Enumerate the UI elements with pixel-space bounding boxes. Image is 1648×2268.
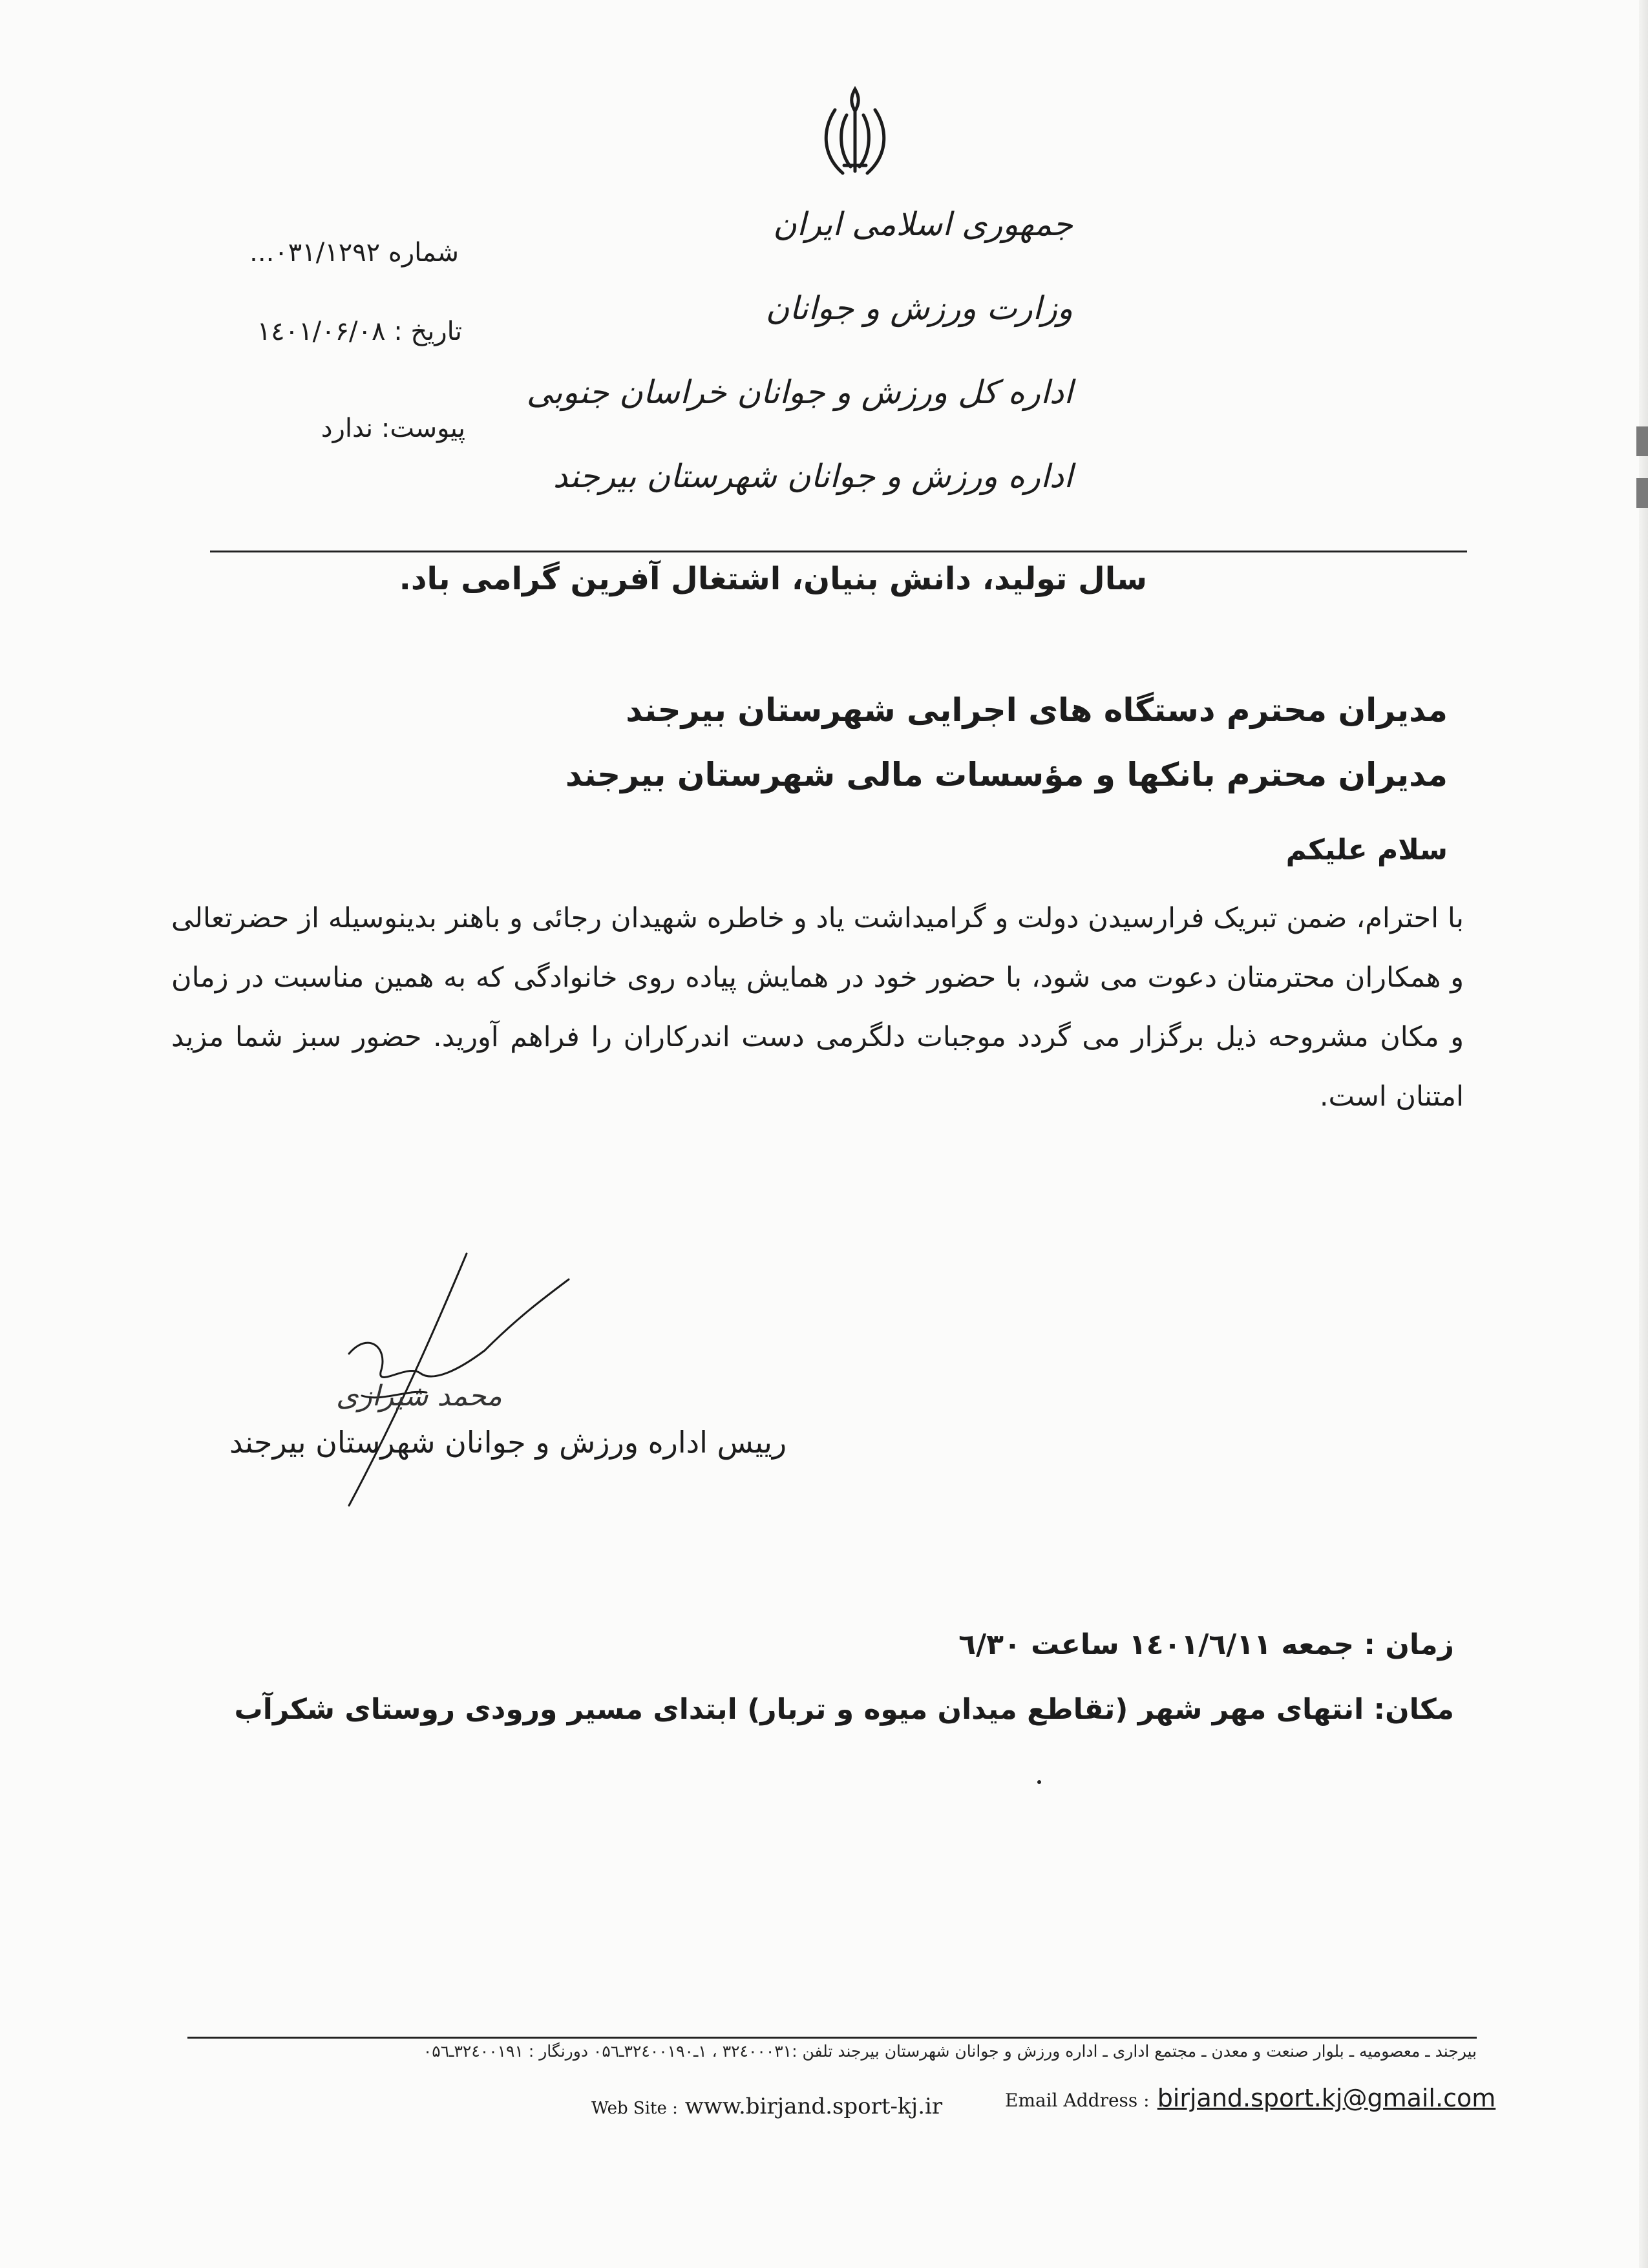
website-url: www.birjand.sport-kj.ir — [684, 2094, 943, 2119]
signatory-name: محمد شیرازی — [336, 1380, 502, 1412]
letter-number: شماره ۰۳۱/۱۲۹۲... — [249, 238, 459, 268]
iran-emblem-icon — [813, 84, 897, 181]
header-divider — [210, 551, 1467, 552]
email-label: Email Address : — [1005, 2090, 1150, 2111]
header-directorate: اداره کل ورزش و جوانان خراسان جنوبی — [526, 373, 1073, 411]
signatory-title: رییس اداره ورزش و جوانان شهرستان بیرجند — [229, 1425, 787, 1460]
email-address: birjand.sport.kj@gmail.com — [1157, 2084, 1496, 2112]
header-country: جمهوری اسلامی ایران — [773, 205, 1073, 243]
footer-address: بیرجند ـ معصومیه ـ بلوار صنعت و معدن ـ مجتمع اداری ـ اداره ورزش و جوانان شهرستان بیرجند تلفن :۳۲٤۰۰۰۳۱ ، ۱ـ۳۲٤۰۰۱۹۰ـ۰۵٦ دورنگار : ۳۲٤۰۰۱۹۱ـ۰۵٦ — [423, 2042, 1477, 2061]
greeting: سلام علیکم — [1285, 834, 1448, 866]
event-place: مکان: انتهای مهر شهر (تقاطع میدان میوه و تربار) ابتدای مسیر ورودی روستای شکرآب — [234, 1693, 1454, 1726]
handwritten-signature — [323, 1241, 595, 1512]
website-label: Web Site : — [591, 2099, 678, 2118]
letter-attachment: پیوست: ندارد — [321, 414, 465, 443]
year-motto: سال تولید، دانش بنیان، اشتغال آفرین گرامی باد. — [399, 561, 1147, 597]
header-ministry: وزارت ورزش و جوانان — [765, 289, 1073, 327]
stray-dot — [1037, 1780, 1041, 1784]
scan-edge — [1639, 0, 1648, 2268]
letter-date: تاریخ : ۱٤۰۱/۰۶/۰۸ — [257, 317, 462, 346]
footer-email — [1005, 2084, 1495, 2112]
letter-body: با احترام، ضمن تبریک فرارسیدن دولت و گرامیداشت یاد و خاطره شهیدان رجائی و باهنر بدینوسیله از حضرتعالی و همکاران محترمتان دعوت می شود، با حضور خود در همایش پیاده روی خانوادگی که به همین مناسبت در زمان و مکان مشروحه ذیل برگزار می گردد موجبات دلگرمی دست اندرکاران را فراهم آورید. حضور سبز شما مزید امتنان است. — [171, 902, 1464, 1113]
addressee-line: مدیران محترم بانکها و مؤسسات مالی شهرستان بیرجند — [565, 756, 1448, 793]
scan-mark — [1636, 426, 1648, 456]
scan-mark — [1636, 478, 1648, 508]
header-office: اداره ورزش و جوانان شهرستان بیرجند — [553, 457, 1073, 495]
addressee-line: مدیران محترم دستگاه های اجرایی شهرستان بیرجند — [626, 691, 1448, 729]
event-time: زمان : جمعه ۱٤۰۱/٦/۱۱ ساعت ٦/۳۰ — [958, 1628, 1454, 1661]
footer-website — [591, 2094, 942, 2119]
footer-divider — [187, 2037, 1477, 2039]
